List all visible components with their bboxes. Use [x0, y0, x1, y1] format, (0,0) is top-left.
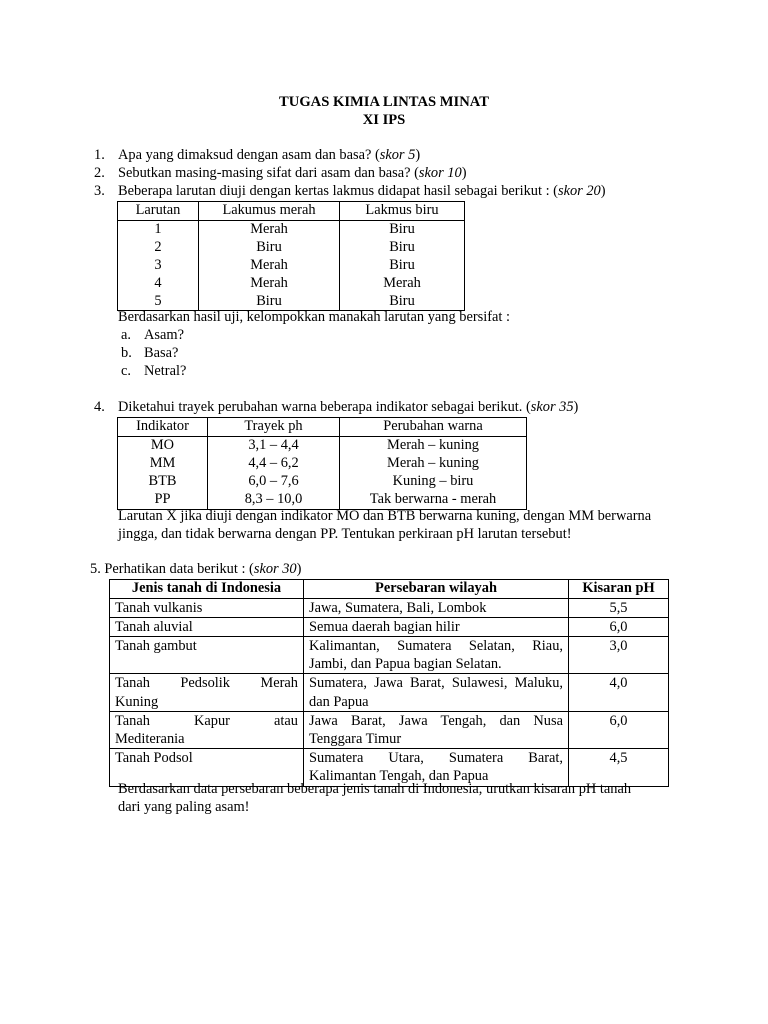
table-cell: 1	[118, 220, 199, 238]
table-cell: 6,0 – 7,6	[208, 473, 340, 491]
table-cell: Tak berwarna - merah	[340, 491, 527, 509]
q2-skor: skor 10	[418, 165, 462, 181]
table-cell: 4,5	[569, 749, 669, 786]
q3-option-a-label: a.	[121, 327, 131, 343]
table-cell: Jawa Barat, Jawa Tengah, dan Nusa Tenggara Timur	[304, 711, 569, 748]
table-cell: 6,0	[569, 617, 669, 636]
q1-text: Apa yang dimaksud dengan asam dan basa? (skor 5)	[118, 147, 421, 163]
indikator-header-trayek: Trayek ph	[208, 418, 340, 437]
table-row	[118, 257, 465, 275]
table-cell: PP	[118, 491, 208, 509]
table-cell: Tanah Kapur atau Mediterania	[110, 711, 304, 748]
table-cell: 4,0	[569, 674, 669, 711]
lakmus-header-biru: Lakmus biru	[340, 202, 465, 221]
table-row	[118, 455, 527, 473]
table-cell: Tanah Podsol	[110, 749, 304, 786]
table-cell: 5,5	[569, 598, 669, 617]
table-row	[110, 637, 669, 674]
table-cell: Semua daerah bagian hilir	[304, 617, 569, 636]
table-cell: Tanah aluvial	[110, 617, 304, 636]
table-row	[118, 275, 465, 293]
lakmus-table	[117, 201, 465, 311]
table-cell: Merah	[340, 275, 465, 293]
table-cell: 3,0	[569, 637, 669, 674]
table-cell: Biru	[199, 293, 340, 311]
table-cell: 8,3 – 10,0	[208, 491, 340, 509]
table-cell: Merah	[199, 257, 340, 275]
tanah-header-kisaran: Kisaran pH	[569, 580, 669, 599]
q3-skor: skor 20	[557, 183, 601, 199]
table-row	[118, 473, 527, 491]
table-cell: 6,0	[569, 711, 669, 748]
q4-text: Diketahui trayek perubahan warna beberapa indikator sebagai berikut. (skor 35)	[118, 399, 579, 415]
table-cell: Biru	[340, 257, 465, 275]
q3-number: 3.	[94, 183, 105, 199]
table-cell: Kalimantan, Sumatera Selatan, Riau, Jambi, dan Papua bagian Selatan.	[304, 637, 569, 674]
q5-skor: skor 30	[253, 561, 297, 577]
table-row	[110, 598, 669, 617]
table-cell: Tanah Pedsolik Merah Kuning	[110, 674, 304, 711]
table-cell: Biru	[199, 239, 340, 257]
table-cell: Merah – kuning	[340, 436, 527, 454]
table-cell: Merah	[199, 275, 340, 293]
table-cell: 3,1 – 4,4	[208, 436, 340, 454]
document-title: TUGAS KIMIA LINTAS MINAT	[279, 94, 489, 110]
table-cell: BTB	[118, 473, 208, 491]
q4-skor: skor 35	[530, 399, 574, 415]
table-cell: 4	[118, 275, 199, 293]
q4-after-line1: Larutan X jika diuji dengan indikator MO dan BTB berwarna kuning, dengan MM berwarna	[118, 508, 652, 524]
q2-number: 2.	[94, 165, 105, 181]
q4-number: 4.	[94, 399, 105, 415]
table-cell: Merah – kuning	[340, 455, 527, 473]
table-row	[118, 491, 527, 509]
document-subtitle: XI IPS	[362, 112, 406, 128]
table-row	[118, 239, 465, 257]
table-cell: Sumatera, Jawa Barat, Sulawesi, Maluku, dan Papua	[304, 674, 569, 711]
table-cell: Biru	[340, 220, 465, 238]
table-cell: Biru	[340, 293, 465, 311]
table-cell: Tanah gambut	[110, 637, 304, 674]
table-cell: 3	[118, 257, 199, 275]
table-row	[110, 674, 669, 711]
table-cell: 4,4 – 6,2	[208, 455, 340, 473]
table-row	[110, 711, 669, 748]
table-row	[118, 436, 527, 454]
q1-skor: skor 5	[379, 147, 416, 163]
table-row	[110, 617, 669, 636]
lakmus-header-merah: Lakumus merah	[199, 202, 340, 221]
tanah-table	[109, 579, 669, 787]
indikator-header-indikator: Indikator	[118, 418, 208, 437]
q3-option-b: Basa?	[144, 345, 179, 361]
table-cell: Merah	[199, 220, 340, 238]
q3-option-b-label: b.	[121, 345, 132, 361]
table-cell: 2	[118, 239, 199, 257]
table-cell: MM	[118, 455, 208, 473]
q2-text: Sebutkan masing-masing sifat dari asam dan basa? (skor 10)	[118, 165, 467, 181]
table-cell: Biru	[340, 239, 465, 257]
table-cell: 5	[118, 293, 199, 311]
tanah-header-jenis: Jenis tanah di Indonesia	[110, 580, 304, 599]
table-row	[118, 220, 465, 238]
q3-option-c: Netral?	[144, 363, 187, 379]
q3-text: Beberapa larutan diuji dengan kertas lakmus didapat hasil sebagai berikut : (skor 20)	[118, 183, 606, 199]
q5-text: 5. Perhatikan data berikut : (skor 30)	[90, 561, 302, 577]
table-cell: Sumatera Utara, Sumatera Barat, Kalimantan Tengah, dan Papua	[304, 749, 569, 786]
q3-option-c-label: c.	[121, 363, 131, 379]
table-cell: Kuning – biru	[340, 473, 527, 491]
lakmus-header-larutan: Larutan	[118, 202, 199, 221]
q1-number: 1.	[94, 147, 105, 163]
q5-after-line2: dari yang paling asam!	[118, 799, 250, 815]
q4-after-line2: jingga, dan tidak berwarna dengan PP. Tentukan perkiraan pH larutan tersebut!	[118, 526, 572, 542]
table-cell: Tanah vulkanis	[110, 598, 304, 617]
indikator-header-perubahan: Perubahan warna	[340, 418, 527, 437]
q3-after-text: Berdasarkan hasil uji, kelompokkan manakah larutan yang bersifat :	[118, 309, 511, 325]
table-cell: Jawa, Sumatera, Bali, Lombok	[304, 598, 569, 617]
q5-after-line1: Berdasarkan data persebaran beberapa jenis tanah di Indonesia, urutkan kisaran pH tanah	[118, 781, 632, 797]
tanah-header-persebaran: Persebaran wilayah	[304, 580, 569, 599]
table-cell: MO	[118, 436, 208, 454]
q3-option-a: Asam?	[144, 327, 184, 343]
indikator-table	[117, 417, 527, 510]
